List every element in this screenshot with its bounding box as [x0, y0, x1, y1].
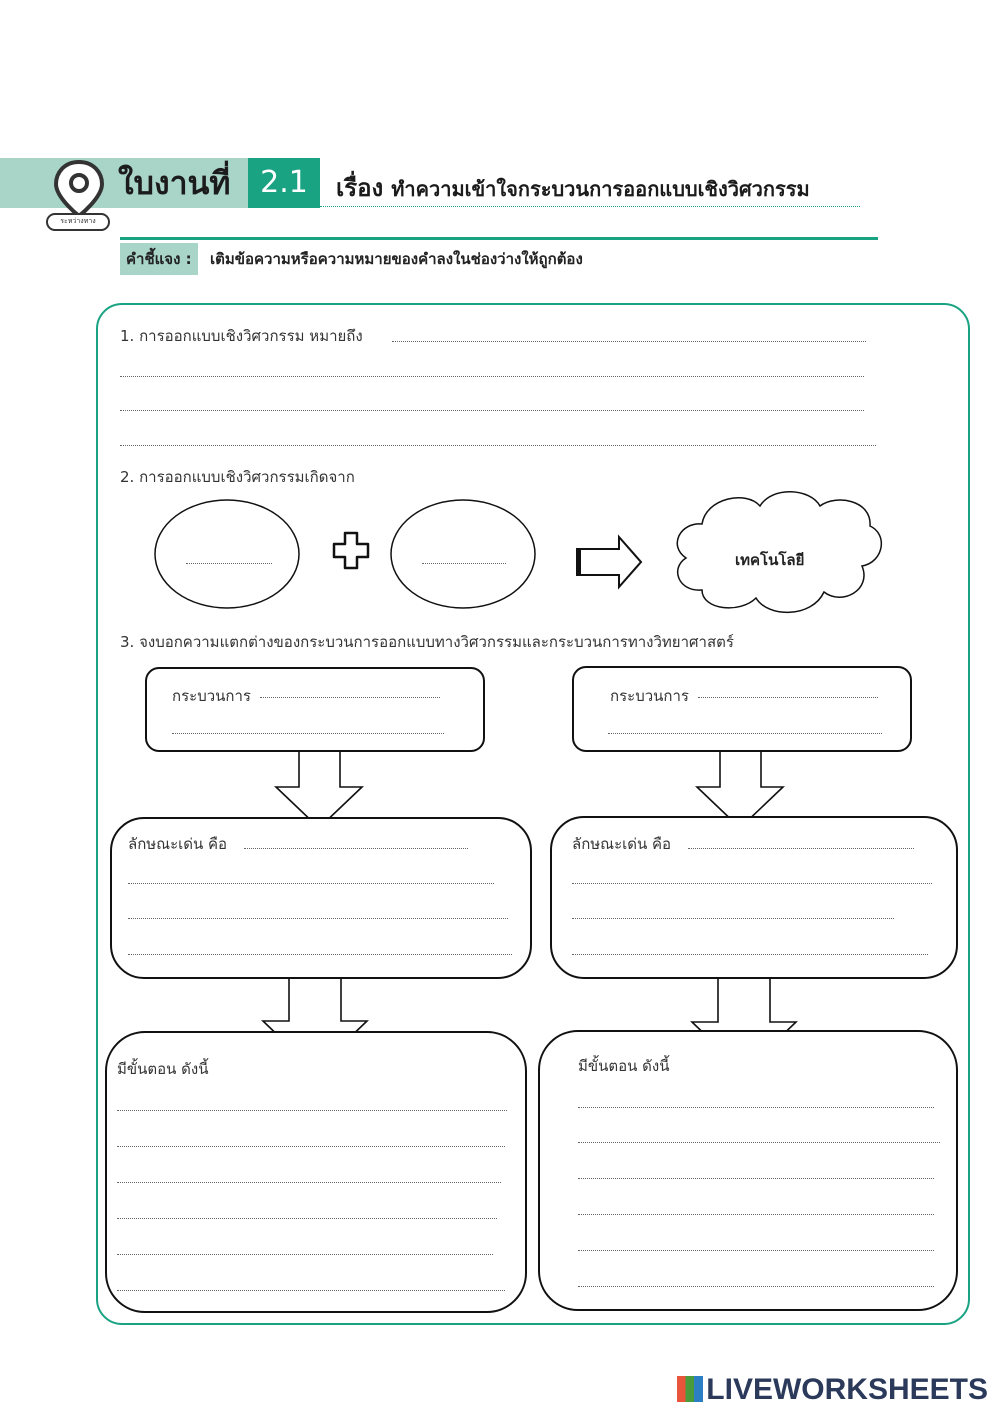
answer-line[interactable] [117, 1182, 501, 1183]
process-label-left: กระบวนการ [172, 687, 251, 705]
liveworksheets-logo[interactable] [677, 1373, 988, 1407]
answer-line[interactable] [572, 954, 928, 955]
answer-line[interactable] [244, 848, 468, 849]
header-badge: ระหว่างทาง [60, 217, 96, 225]
feature-label-right: ลักษณะเด่น คือ [572, 835, 672, 853]
steps-label-left: มีขั้นตอน ดังนี้ [117, 1060, 209, 1078]
arrow-down-icon [697, 741, 783, 828]
answer-line[interactable] [117, 1146, 505, 1147]
steps-label-right: มีขั้นตอน ดังนี้ [578, 1057, 670, 1075]
logo-mark-icon [677, 1376, 703, 1402]
process-box-right [572, 666, 912, 752]
arrow-down-icon [276, 741, 362, 828]
answer-line[interactable] [422, 563, 506, 564]
answer-line[interactable] [578, 1178, 934, 1179]
arrow-right-icon [577, 537, 641, 587]
logo-text: LIVEWORKSHEETS [706, 1373, 988, 1406]
question-2: 2. การออกแบบเชิงวิศวกรรมเกิดจาก [120, 468, 355, 486]
answer-line[interactable] [117, 1218, 497, 1219]
subject-label: เรื่อง [336, 174, 384, 202]
answer-line[interactable] [578, 1142, 940, 1143]
instruction-label: คำชี้แจง : [120, 243, 198, 275]
answer-line[interactable] [117, 1110, 507, 1111]
answer-line[interactable] [698, 697, 878, 698]
answer-line[interactable] [128, 883, 494, 884]
question-1: 1. การออกแบบเชิงวิศวกรรม หมายถึง [120, 327, 363, 345]
answer-line[interactable] [578, 1107, 934, 1108]
answer-line[interactable] [688, 848, 914, 849]
process-label-right: กระบวนการ [610, 687, 689, 705]
page-title: ใบงานที่ [118, 164, 231, 202]
answer-line[interactable] [186, 563, 272, 564]
instruction-text: เติมข้อความหรือความหมายของคำลงในช่องว่างให้ถูกต้อง [210, 250, 583, 268]
input-ellipse-1 [155, 500, 299, 608]
technology-label: เทคโนโลยี [735, 551, 805, 569]
answer-line[interactable] [578, 1250, 934, 1251]
feature-label-left: ลักษณะเด่น คือ [128, 835, 228, 853]
answer-line[interactable] [572, 883, 932, 884]
question-3: 3. จงบอกความแตกต่างของกระบวนการออกแบบทางวิศวกรรมและกระบวนการทางวิทยาศาสตร์ [120, 633, 734, 651]
answer-line[interactable] [578, 1286, 934, 1287]
answer-line[interactable] [117, 1254, 493, 1255]
answer-line[interactable] [117, 1290, 505, 1291]
input-ellipse-2 [391, 500, 535, 608]
answer-line[interactable] [128, 954, 512, 955]
subject-text: ทำความเข้าใจกระบวนการออกแบบเชิงวิศวกรรม [391, 177, 810, 201]
worksheet-number: 2.1 [248, 158, 320, 208]
answer-line[interactable] [172, 733, 444, 734]
answer-line[interactable] [608, 733, 882, 734]
process-box-left [145, 667, 485, 752]
answer-line[interactable] [578, 1214, 934, 1215]
plus-icon [334, 533, 368, 568]
answer-line[interactable] [260, 697, 440, 698]
answer-line[interactable] [572, 918, 894, 919]
answer-line[interactable] [128, 918, 508, 919]
